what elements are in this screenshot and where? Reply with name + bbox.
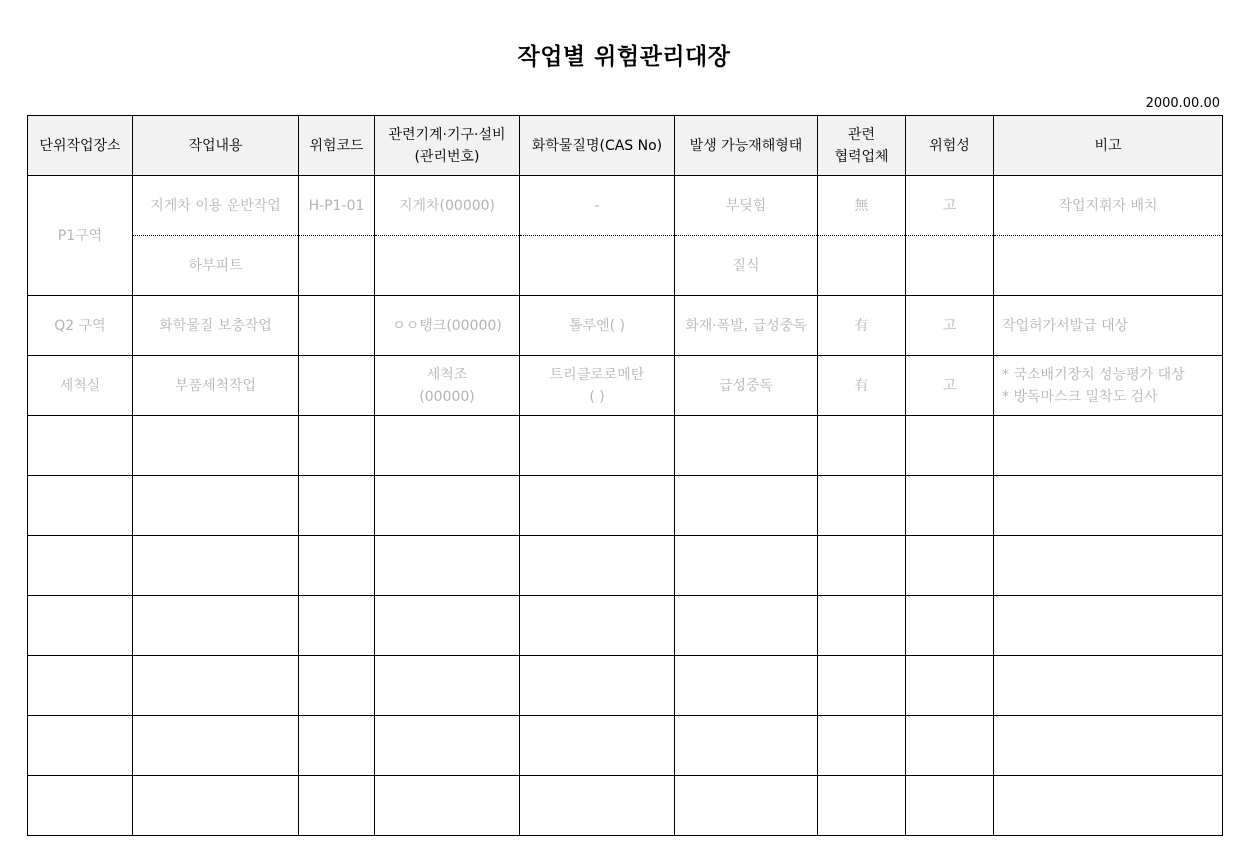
empty-cell — [994, 656, 1223, 716]
header-unit-location: 단위작업장소 — [28, 116, 133, 176]
empty-cell — [818, 596, 906, 656]
empty-cell — [675, 476, 818, 536]
empty-cell — [375, 716, 520, 776]
cell-chemical-line2: ( ) — [589, 388, 605, 405]
empty-cell — [133, 536, 299, 596]
empty-cell — [133, 776, 299, 836]
empty-cell — [818, 716, 906, 776]
header-remarks: 비고 — [994, 116, 1223, 176]
cell-risk-level: 고 — [906, 176, 994, 236]
cell-accident: 질식 — [675, 236, 818, 296]
header-risk-level: 위험성 — [906, 116, 994, 176]
cell-chemical-line1: 트리클로로메탄 — [549, 366, 645, 383]
empty-cell — [675, 536, 818, 596]
header-partner-line2: 협력업체 — [834, 148, 889, 165]
empty-cell — [675, 776, 818, 836]
cell-chemical — [520, 356, 675, 416]
cell-risk-code — [299, 356, 375, 416]
header-row — [28, 116, 1223, 176]
document-date: 2000.00.00 — [1145, 96, 1220, 111]
cell-location: 세척실 — [28, 356, 133, 416]
empty-cell — [133, 416, 299, 476]
cell-accident: 부딪힘 — [675, 176, 818, 236]
header-equipment-line1: 관련기계·기구·설비 — [388, 126, 506, 143]
empty-cell — [520, 596, 675, 656]
table-row-empty — [28, 656, 1223, 716]
header-risk-code: 위험코드 — [299, 116, 375, 176]
cell-remarks-line1: * 국소배기장치 성능평가 대상 — [1002, 366, 1185, 383]
table-row-empty — [28, 416, 1223, 476]
cell-risk-level — [906, 236, 994, 296]
empty-cell — [818, 416, 906, 476]
table-row-q2 — [28, 296, 1223, 356]
cell-remarks — [994, 236, 1223, 296]
empty-cell — [520, 476, 675, 536]
empty-cell — [299, 416, 375, 476]
table-row-empty — [28, 536, 1223, 596]
empty-cell — [299, 536, 375, 596]
cell-work: 지게차 이용 운반작업 — [133, 176, 299, 236]
header-partner — [818, 116, 906, 176]
empty-cell — [28, 476, 133, 536]
cell-equipment — [375, 356, 520, 416]
cell-partner — [818, 236, 906, 296]
empty-cell — [906, 476, 994, 536]
empty-cell — [299, 716, 375, 776]
cell-chemical: - — [520, 176, 675, 236]
empty-cell — [994, 776, 1223, 836]
header-equipment — [375, 116, 520, 176]
empty-cell — [675, 716, 818, 776]
cell-partner: 無 — [818, 176, 906, 236]
empty-cell — [994, 416, 1223, 476]
cell-accident: 급성중독 — [675, 356, 818, 416]
empty-cell — [818, 776, 906, 836]
empty-cell — [520, 716, 675, 776]
empty-cell — [675, 596, 818, 656]
empty-cell — [675, 656, 818, 716]
empty-cell — [675, 416, 818, 476]
empty-cell — [906, 416, 994, 476]
cell-chemical: 톨루엔( ) — [520, 296, 675, 356]
cell-partner: 有 — [818, 356, 906, 416]
table-row-empty — [28, 596, 1223, 656]
empty-cell — [133, 476, 299, 536]
empty-cell — [133, 716, 299, 776]
cell-risk-code — [299, 236, 375, 296]
empty-cell — [28, 716, 133, 776]
empty-cell — [375, 596, 520, 656]
empty-cell — [299, 776, 375, 836]
empty-cell — [299, 476, 375, 536]
empty-cell — [133, 656, 299, 716]
empty-cell — [28, 656, 133, 716]
empty-cell — [906, 536, 994, 596]
empty-cell — [994, 596, 1223, 656]
cell-equipment-line1: 세척조 — [426, 366, 468, 383]
empty-cell — [375, 656, 520, 716]
cell-work: 부품세척작업 — [133, 356, 299, 416]
empty-cell — [28, 536, 133, 596]
cell-partner: 有 — [818, 296, 906, 356]
cell-remarks — [994, 356, 1223, 416]
empty-cell — [994, 476, 1223, 536]
cell-equipment-line2: (00000) — [419, 388, 475, 405]
empty-cell — [994, 716, 1223, 776]
header-partner-line1: 관련 — [847, 126, 876, 143]
cell-risk-level: 고 — [906, 356, 994, 416]
risk-register-table — [27, 115, 1223, 836]
cell-remarks: 작업지휘자 배치 — [994, 176, 1223, 236]
empty-cell — [818, 536, 906, 596]
cell-risk-level: 고 — [906, 296, 994, 356]
empty-cell — [28, 776, 133, 836]
empty-cell — [375, 476, 520, 536]
document-title: 작업별 위험관리대장 — [517, 44, 731, 70]
empty-cell — [28, 416, 133, 476]
cell-location: Q2 구역 — [28, 296, 133, 356]
header-accident-type: 발생 가능재해형태 — [675, 116, 818, 176]
cell-risk-code — [299, 296, 375, 356]
cell-equipment: ㅇㅇ탱크(00000) — [375, 296, 520, 356]
empty-cell — [375, 416, 520, 476]
header-equipment-line2: (관리번호) — [414, 148, 480, 165]
table-row-empty — [28, 476, 1223, 536]
empty-cell — [375, 536, 520, 596]
cell-work: 화학물질 보충작업 — [133, 296, 299, 356]
empty-cell — [906, 716, 994, 776]
empty-cell — [133, 596, 299, 656]
empty-cell — [906, 776, 994, 836]
empty-cell — [906, 596, 994, 656]
empty-cell — [818, 656, 906, 716]
empty-cell — [520, 416, 675, 476]
cell-equipment — [375, 236, 520, 296]
table-row-empty — [28, 776, 1223, 836]
empty-cell — [520, 656, 675, 716]
empty-cell — [520, 536, 675, 596]
table-row-p1-pit — [28, 236, 1223, 296]
cell-remarks: 작업허가서발급 대상 — [994, 296, 1223, 356]
empty-cell — [906, 656, 994, 716]
cell-equipment: 지게차(00000) — [375, 176, 520, 236]
table-row-wash — [28, 356, 1223, 416]
cell-remarks-line2: * 방독마스크 밀착도 검사 — [1002, 388, 1158, 405]
empty-cell — [299, 596, 375, 656]
cell-chemical — [520, 236, 675, 296]
empty-cell — [520, 776, 675, 836]
header-chemical: 화학물질명(CAS No) — [520, 116, 675, 176]
empty-cell — [818, 476, 906, 536]
empty-cell — [28, 596, 133, 656]
empty-cell — [299, 656, 375, 716]
table-row-p1-forklift — [28, 176, 1223, 236]
empty-cell — [994, 536, 1223, 596]
cell-risk-code: H-P1-01 — [299, 176, 375, 236]
cell-work: 하부피트 — [133, 236, 299, 296]
empty-rows-group — [28, 416, 1223, 836]
table-row-empty — [28, 716, 1223, 776]
cell-location: P1구역 — [28, 176, 133, 296]
cell-accident: 화재·폭발, 급성중독 — [675, 296, 818, 356]
empty-cell — [375, 776, 520, 836]
header-work-content: 작업내용 — [133, 116, 299, 176]
